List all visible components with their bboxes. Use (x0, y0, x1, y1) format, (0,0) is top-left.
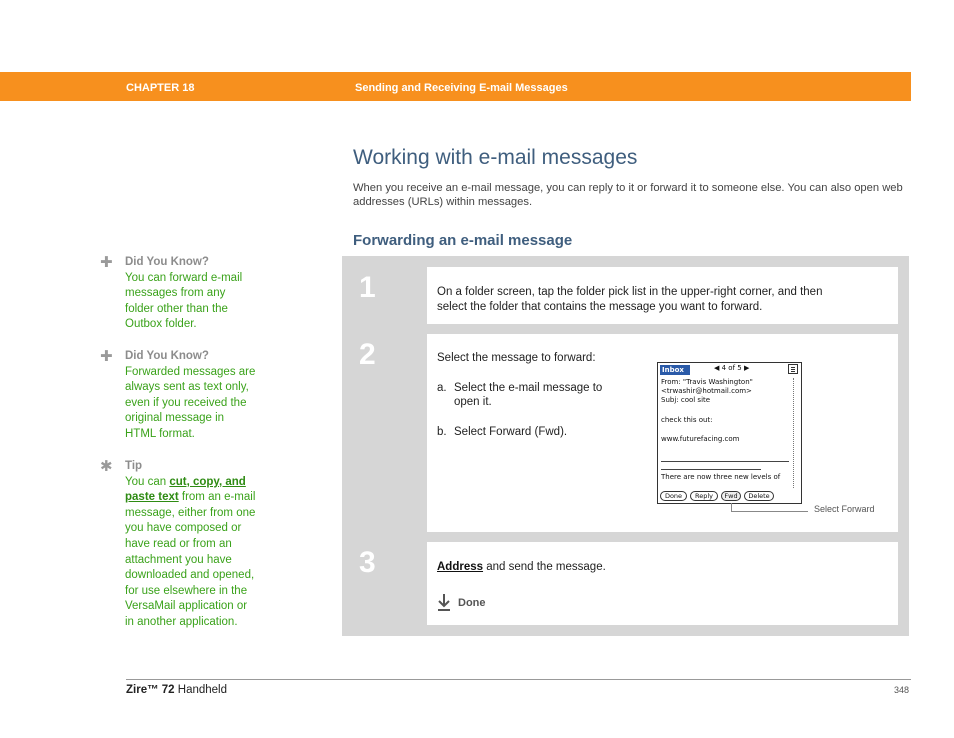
note-line: for use elsewhere in the (125, 584, 248, 597)
note-line: have read or from an (125, 537, 232, 550)
step-number-cell (353, 334, 427, 532)
chapter-label: CHAPTER 18 (126, 82, 195, 94)
device-body-line: There are now three new levels of (661, 473, 781, 481)
step-3-text (437, 560, 606, 575)
step-sub-b (437, 425, 637, 440)
note-line: original message in (125, 412, 225, 425)
step-line: On a folder screen, tap the folder pick list in the upper-right corner, and then (437, 286, 823, 298)
device-done-button[interactable]: Done (660, 491, 687, 501)
note-line: HTML format. (125, 427, 195, 440)
device-from: From: "Travis Washington" (661, 378, 753, 386)
step-number-cell (353, 542, 427, 625)
note-heading: Did You Know? (125, 350, 209, 362)
step-number: 1 (359, 271, 376, 304)
message-nav[interactable]: ◀ 4 of 5 ▶ (714, 364, 750, 372)
plus-icon: ✚ (100, 254, 113, 271)
cut-copy-paste-link[interactable]: cut, copy, and (169, 475, 246, 488)
device-screenshot (657, 362, 802, 504)
address-link[interactable]: Address (437, 561, 484, 573)
menu-icon[interactable] (788, 364, 798, 374)
chapter-title: Sending and Receiving E-mail Messages (355, 82, 568, 94)
note-line: even if you received the (125, 396, 247, 409)
footer-divider (126, 679, 911, 680)
step-sub-a (437, 381, 637, 410)
step-1-text (437, 285, 822, 314)
sidebar-note-did-you-know-2 (100, 349, 275, 443)
section-title: Forwarding an e-mail message (353, 232, 573, 249)
callout-label: Select Forward (814, 504, 875, 514)
sidebar-note-tip (100, 459, 275, 631)
note-line: Outbox folder. (125, 318, 197, 331)
page-title: Working with e-mail messages (353, 146, 638, 169)
step-line: open it. (454, 396, 492, 408)
sidebar-note-did-you-know-1 (100, 255, 275, 333)
step-line: Select the e-mail message to (454, 381, 603, 394)
down-arrow-icon (437, 593, 451, 611)
note-line: message, either from one (125, 506, 256, 519)
folder-pick-list[interactable]: Inbox (660, 365, 690, 375)
step-2 (353, 334, 898, 532)
step-line: Select Forward (Fwd). (454, 425, 568, 438)
note-line (125, 475, 275, 491)
step-line: and send the message. (483, 561, 606, 573)
device-divider (661, 461, 789, 462)
step-3 (353, 542, 898, 625)
device-subject: Subj: cool site (661, 396, 711, 404)
sub-letter: b. (437, 425, 447, 438)
product-suffix: Handheld (174, 684, 228, 696)
note-line: in another application. (125, 615, 238, 628)
note-line: always sent as text only, (125, 381, 249, 394)
device-url[interactable]: www.futurefacing.com (661, 435, 740, 443)
device-scrollbar[interactable] (793, 378, 797, 488)
note-line: You can forward e-mail (125, 271, 243, 284)
note-text: You can (125, 475, 170, 488)
sub-letter: a. (437, 381, 447, 394)
callout-leader (731, 511, 808, 512)
note-heading: Did You Know? (125, 256, 209, 268)
device-reply-button[interactable]: Reply (690, 491, 718, 501)
device-delete-button[interactable]: Delete (744, 491, 774, 501)
note-line: folder other than the (125, 302, 228, 315)
cut-copy-paste-link-cont[interactable]: paste text (125, 491, 179, 504)
asterisk-icon: ✱ (100, 458, 113, 475)
note-line: downloaded and opened, (125, 569, 255, 582)
step-line: select the folder that contains the message you want to forward. (437, 300, 763, 313)
note-line (125, 490, 275, 506)
step-1 (353, 267, 898, 324)
note-text: from an e-mail (178, 491, 256, 504)
note-heading: Tip (125, 460, 143, 472)
note-line: Forwarded messages are (125, 365, 256, 378)
footer-product (126, 684, 227, 696)
device-body-line: check this out: (661, 416, 713, 424)
note-line: attachment you have (125, 553, 232, 566)
step-number-cell (353, 267, 427, 324)
product-name: Zire™ 72 (126, 684, 175, 696)
device-divider (661, 469, 761, 470)
note-line: VersaMail application or (125, 600, 248, 613)
device-email: <trwashir@hotmail.com> (661, 387, 752, 395)
device-titlebar (658, 363, 801, 376)
step-2-text (437, 351, 637, 439)
device-fwd-button[interactable]: Fwd (721, 491, 741, 501)
step-intro: Select the message to forward: (437, 352, 596, 364)
note-line: messages from any (125, 287, 226, 300)
done-label: Done (458, 597, 486, 609)
page-number: 348 (894, 685, 910, 695)
step-number: 2 (359, 338, 376, 371)
plus-icon: ✚ (100, 348, 113, 365)
note-line: you have composed or (125, 522, 242, 535)
intro-paragraph: When you receive an e-mail message, you can reply to it or forward it to someone else. You can also open web addresses (URLs) within messages. (353, 182, 903, 208)
step-number: 3 (359, 546, 376, 579)
